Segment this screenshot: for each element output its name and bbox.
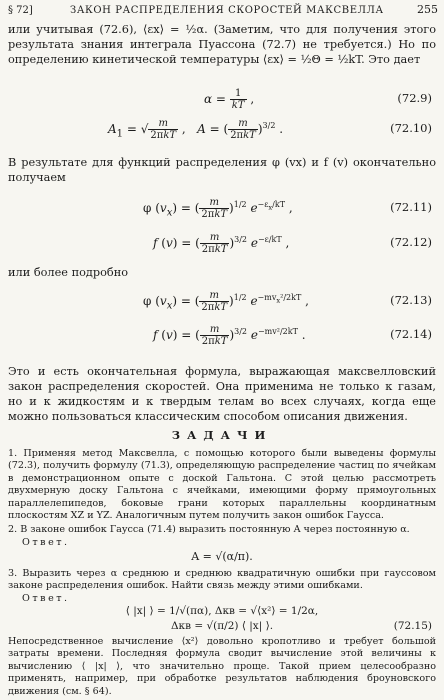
problem-1: 1. Применяя метод Максвелла, с помощью которого были выведены формулы (72.3), получить формулу (71.3), определяющую распределение частиц по ячейкам в демонстрационном опыте с доской Гальтона. С этой целью рассмотреть двухмерную доску Гальтона с ячейками, имеющими форму прямоугольных параллелепипедов, боковые грани которых параллельны координатным плоскостям XZ и YZ. Аналогичным путем получить закон ошибок Гаусса. [8, 448, 436, 522]
answer-3-line-2: Δкв = √(π/2) ⟨ |x| ⟩. [170, 620, 274, 632]
equation-72-9: α = $\frac{1}{kT}$ , (72.9) [204, 88, 432, 111]
problem-3: 3. Выразить через α среднюю и среднюю квадратичную ошибки при гауссовом законе распределения ошибок. Найти связь между этими ошибками. [8, 568, 436, 592]
equation-72-11: φ $(v_x)$ = ( $\frac{m}{\text{2πkT}}$ )$^{1/2}$ $e^{-\varepsilon_x/kT}$ , (72.11) [143, 197, 432, 220]
equation-72-13: φ $(v_x)$ = ( $\frac{m}{\text{2πkT}}$ )$^{1/2}$ $e^{-mv_x^2/2kT}$ , (72.13) [143, 290, 432, 313]
page-header [8, 3, 438, 19]
problems-heading: ЗАДАЧИ [171, 428, 273, 442]
intro-paragraph: или учитывая (72.6), ⟨εx⟩ = ½α. (Заметим, что для получения этого результата знания интеграла Пуассона (72.7) не требуется.) Но по определению кинетической температуры ⟨εx⟩ = ½Θ = ½kT. Это дает [8, 23, 436, 66]
section-ref: § 72] [8, 5, 33, 16]
answer-3-line-1: ⟨ |x| ⟩ = 1/√(πα), Δкв = √⟨x²⟩ = 1/2α, [125, 605, 319, 617]
equation-72-10: $A_1$ = √ $\frac{m}{\text{2πkT}}$ , A = ( $\frac{m}{\text{2πkT}}$ )$^{3/2}$ . (72.10) [108, 118, 432, 141]
equation-number: (72.14) [390, 327, 432, 341]
equation-72-15 [8, 620, 436, 634]
equation-number: (72.9) [397, 91, 432, 105]
answer-2: A = √(α/π). [191, 550, 253, 563]
problem-2: 2. В законе ошибок Гаусса (71.4) выразить постоянную A через постоянную α. [8, 524, 410, 535]
closing-paragraph: Непосредственное вычисление ⟨x²⟩ довольно кропотливо и требует большой затраты времени. Последняя формула сводит вычисление этой величины к вычислению ⟨ |x| ⟩, что значительно проще. Такой прием целесообразно применять, например, при обработке результатов наблюдения броуновского движения (см. § 64). [8, 636, 436, 697]
result-paragraph: В результате для функций распределения φ (vx) и f (v) окончательно получаем [8, 156, 436, 184]
answer-label: Ответ. [22, 537, 70, 548]
transition-text: или более подробно [8, 266, 129, 279]
running-title: ЗАКОН РАСПРЕДЕЛЕНИЯ СКОРОСТЕЙ МАКСВЕЛЛА [70, 5, 384, 16]
equation-number: (72.10) [390, 121, 432, 135]
equation-number: (72.11) [390, 200, 432, 214]
equation-number: (72.15) [393, 620, 432, 632]
equation-number: (72.12) [390, 235, 432, 249]
equation-72-12: f (v) = ( $\frac{m}{\text{2πkT}}$ )$^{3/2}$ $e^{-\varepsilon/kT}$ , (72.12) [153, 232, 432, 255]
answer-label: Ответ. [22, 593, 70, 604]
equation-number: (72.13) [390, 293, 432, 307]
conclusion-paragraph: Это и есть окончательная формула, выражающая максвелловский закон распределения скоростей. Она применима не только к газам, но и к жидкостям и к твердым телам во всех случаях, когда еще можно пользоваться классическим способом описания движения. [8, 365, 436, 423]
equation-72-14: f (v) = ( $\frac{m}{\text{2πkT}}$ )$^{3/2}$ $e^{-mv^2/2kT}$ . (72.14) [153, 324, 432, 347]
page-number: 255 [417, 3, 438, 16]
